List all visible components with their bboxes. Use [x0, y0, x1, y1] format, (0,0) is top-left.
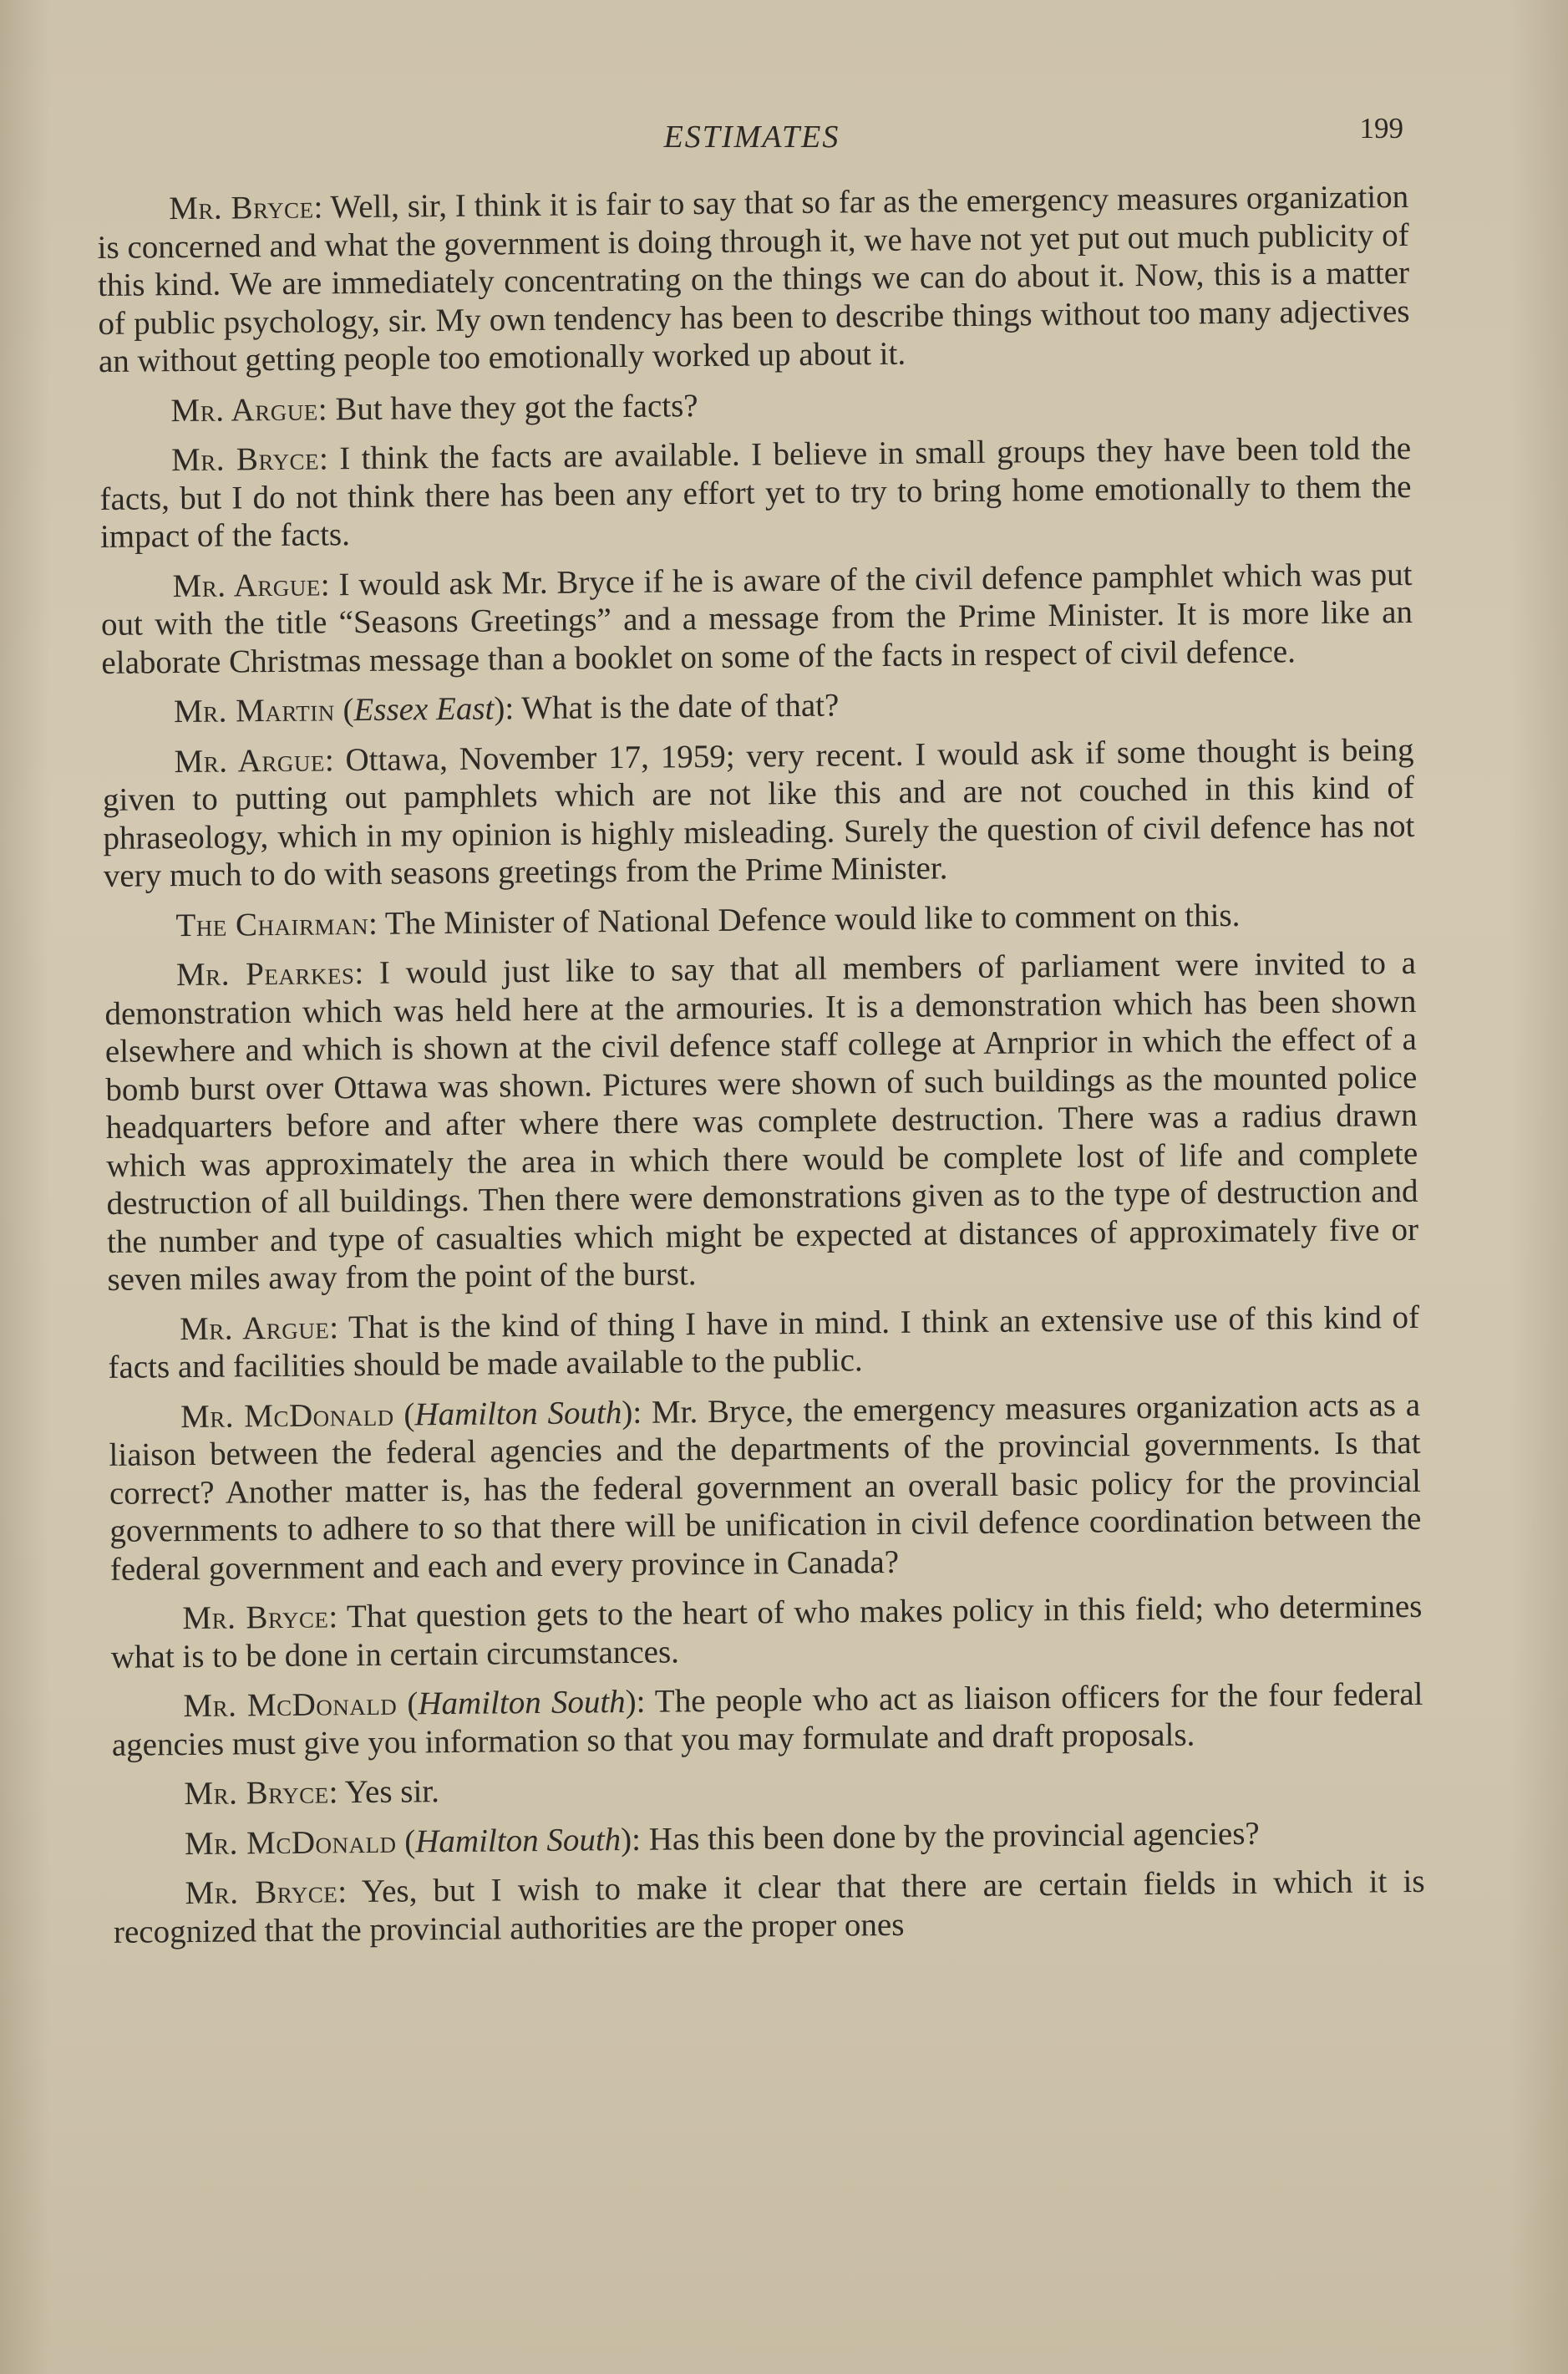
page-edge-shadow-left [0, 0, 50, 2374]
speaker-constituency: Hamilton South [418, 1684, 626, 1722]
paragraph-text: I think the facts are available. I believe in small groups they have been told the facts, but I do not think there has been any effort yet to try to bring home emotionally to them the impact of the facts. [99, 430, 1412, 555]
transcript-paragraph: Mr. Bryce: Yes sir. [184, 1773, 440, 1812]
speaker-name: Mr. Argue [179, 1309, 330, 1347]
transcript-paragraph: Mr. Bryce: That question gets to the heart of who makes policy in this field; who determines what is to be done in certain circumstances. [110, 1588, 1423, 1675]
page-number: 199 [1359, 112, 1403, 145]
speaker-name: Mr. Bryce [185, 1873, 338, 1912]
speaker-name: Mr. McDonald [183, 1685, 398, 1725]
transcript-paragraph: The Chairman: The Minister of National Defence would like to comment on this. [175, 897, 1241, 943]
page-edge-shadow-right [1510, 0, 1568, 2374]
speaker-name: Mr. McDonald [180, 1396, 394, 1435]
speaker-name: Mr. Bryce [182, 1599, 329, 1637]
speaker-name: Mr. Argue [172, 566, 322, 604]
speaker-constituency: Essex East [353, 690, 495, 729]
paragraph-text: Yes, but I wish to make it clear that there are certain fields in which it is recognized that the provincial authorities are the proper ones [113, 1863, 1425, 1950]
speaker-name: Mr. Bryce [169, 189, 314, 227]
paragraph-text: That question gets to the heart of who makes policy in this field; who determines what is to be done in certain circumstances. [110, 1588, 1423, 1675]
paragraph-text: The Minister of National Defence would like to comment on this. [384, 897, 1241, 942]
transcript-paragraph: Mr. Argue: I would ask Mr. Bryce if he is aware of the civil defence pamphlet which was put out with the title “Seasons Greetings” and a message from the Prime Minister. It is more like an elaborate Christmas message than a booklet on some of the facts in respect of civil defence. [100, 556, 1413, 681]
paragraph-text: Yes sir. [344, 1773, 440, 1811]
speaker-name: Mr. Bryce [170, 440, 320, 479]
transcript-paragraph: Mr. Bryce: Well, sir, I think it is fair to say that so far as the emergency measures organization is concerned and what the government is doing through it, we have not yet put out much publicity of this kind. We are immediately concentrating on the things we can do about it. Now, this is a matter of public psychology, sir. My own tendency has been to describe things without too many adjectives an without getting people too emotionally worked up about it. [97, 178, 1410, 379]
speaker-constituency: Hamilton South [414, 1394, 622, 1432]
speaker-name: Mr. McDonald [184, 1823, 397, 1862]
running-header [100, 112, 1403, 169]
transcript-paragraph: Mr. Argue: But have they got the facts? [170, 387, 698, 429]
transcript-body [97, 178, 1425, 1963]
transcript-paragraph: Mr. Pearkes: I would just like to say that all members of parliament were invited to a demonstration which was held here at the armouries. It is a demonstration which has been shown elsewhere and which is shown at the civil defence staff college at Arnprior in which the effect of a bomb burst over Ottawa was shown. Pictures were shown of such buildings as the mounted police headquarters before and after where there was complete destruction. There was a radius drawn which was approximately the area in which there would be complete lost of life and complete destruction of all buildings. Then there were demonstrations given as to the type of destruction and the number and type of casualties which might be expected at distances of approximately five or seven miles away from the point of the burst. [104, 944, 1419, 1298]
speaker-name: The Chairman [175, 905, 369, 943]
paragraph-text: I would just like to say that all members of parliament were invited to a demonstration which was held here at the armouries. It is a demonstration which has been shown elsewhere and which is shown at the civil defence staff college at Arnprior in which the effect of a bomb burst over Ottawa was shown. Pictures were shown of such buildings as the mounted police headquarters before and after where there was complete destruction. There was a radius drawn which was approximately the area in which there would be complete lost of life and complete destruction of all buildings. Then there were demonstrations given as to the type of destruction and the number and type of casualties which might be expected at distances of approximately five or seven miles away from the point of the burst. [104, 944, 1419, 1298]
paragraph-text: But have they got the facts? [335, 387, 698, 427]
transcript-paragraph: Mr. Bryce: Yes, but I wish to make it clear that there are certain fields in which it is recognized that the provincial authorities are the proper ones [113, 1863, 1425, 1950]
speaker-name: Mr. Pearkes [175, 955, 355, 994]
speaker-constituency: Hamilton South [415, 1821, 622, 1859]
transcript-paragraph: Mr. Argue: Ottawa, November 17, 1959; very recent. I would ask if some thought is being given to putting out pamphlets which are not like this and are not couched in this kind of phraseology, which in my opinion is highly misleading. Surely the question of civil defence has not very much to do with seasons greetings from the Prime Minister. [102, 731, 1415, 894]
paragraph-text: What is the date of that? [521, 687, 840, 727]
paragraph-text: Has this been done by the provincial agencies? [648, 1815, 1260, 1858]
paragraph-text: Well, sir, I think it is fair to say that so far as the emergency measures organization is concerned and what the government is doing through it, we have not yet put out much publicity of this kind. We are immediately concentrating on the things we can do about it. Now, this is a matter of public psychology, sir. My own tendency has been to describe things without too many adjectives an without getting people too emotionally worked up about it. [97, 178, 1410, 379]
paragraph-text: Mr. Bryce, the emergency measures organization acts as a liaison between the federal agencies and the departments of the provincial governments. Is that correct? Another matter is, has the federal government an overall basic policy for the provincial governments to adhere to so that there will be unification in civil defence coordination between the federal government and each and every province in Canada? [109, 1386, 1422, 1588]
transcript-paragraph: Mr. Bryce: I think the facts are available. I believe in small groups they have been told the facts, but I do not think there has been any effort yet to try to bring home emotionally to them the impact of the facts. [99, 430, 1412, 555]
paragraph-text: The people who act as liaison officers for the four federal agencies must give you information so that you may formulate and draft proposals. [111, 1675, 1423, 1763]
transcript-paragraph: Mr. Martin (Essex East): What is the date of that? [173, 687, 840, 730]
transcript-paragraph: Mr. McDonald (Hamilton South): Has this been done by the provincial agencies? [184, 1815, 1260, 1862]
paragraph-text: I would ask Mr. Bryce if he is aware of the civil defence pamphlet which was put out with the title “Seasons Greetings” and a message from the Prime Minister. It is more like an elaborate Christmas message than a booklet on some of the facts in respect of civil defence. [100, 556, 1413, 681]
running-title: ESTIMATES [663, 119, 840, 155]
transcript-paragraph: Mr. Argue: That is the kind of thing I have in mind. I think an extensive use of this kind of facts and facilities should be made available to the public. [108, 1299, 1420, 1385]
speaker-name: Mr. Bryce [184, 1774, 329, 1812]
paragraph-text: That is the kind of thing I have in mind. I think an extensive use of this kind of facts and facilities should be made available to the public. [108, 1299, 1420, 1385]
paragraph-text: Ottawa, November 17, 1959; very recent. I would ask if some thought is being given to putting out pamphlets which are not like this and are not couched in this kind of phraseology, which in my opinion is highly misleading. Surely the question of civil defence has not very much to do with seasons greetings from the Prime Minister. [102, 731, 1415, 894]
transcript-paragraph: Mr. McDonald (Hamilton South): Mr. Bryce, the emergency measures organization acts as a liaison between the federal agencies and the departments of the provincial governments. Is that correct? Another matter is, has the federal government an overall basic policy for the provincial governments to adhere to so that there will be unification in civil defence coordination between the federal government and each and every province in Canada? [109, 1386, 1422, 1588]
speaker-name: Mr. Argue [170, 390, 318, 429]
speaker-name: Mr. Argue [174, 741, 326, 780]
speaker-name: Mr. Martin [173, 692, 335, 730]
transcript-paragraph: Mr. McDonald (Hamilton South): The people who act as liaison officers for the four federal agencies must give you information so that you may formulate and draft proposals. [111, 1675, 1423, 1763]
